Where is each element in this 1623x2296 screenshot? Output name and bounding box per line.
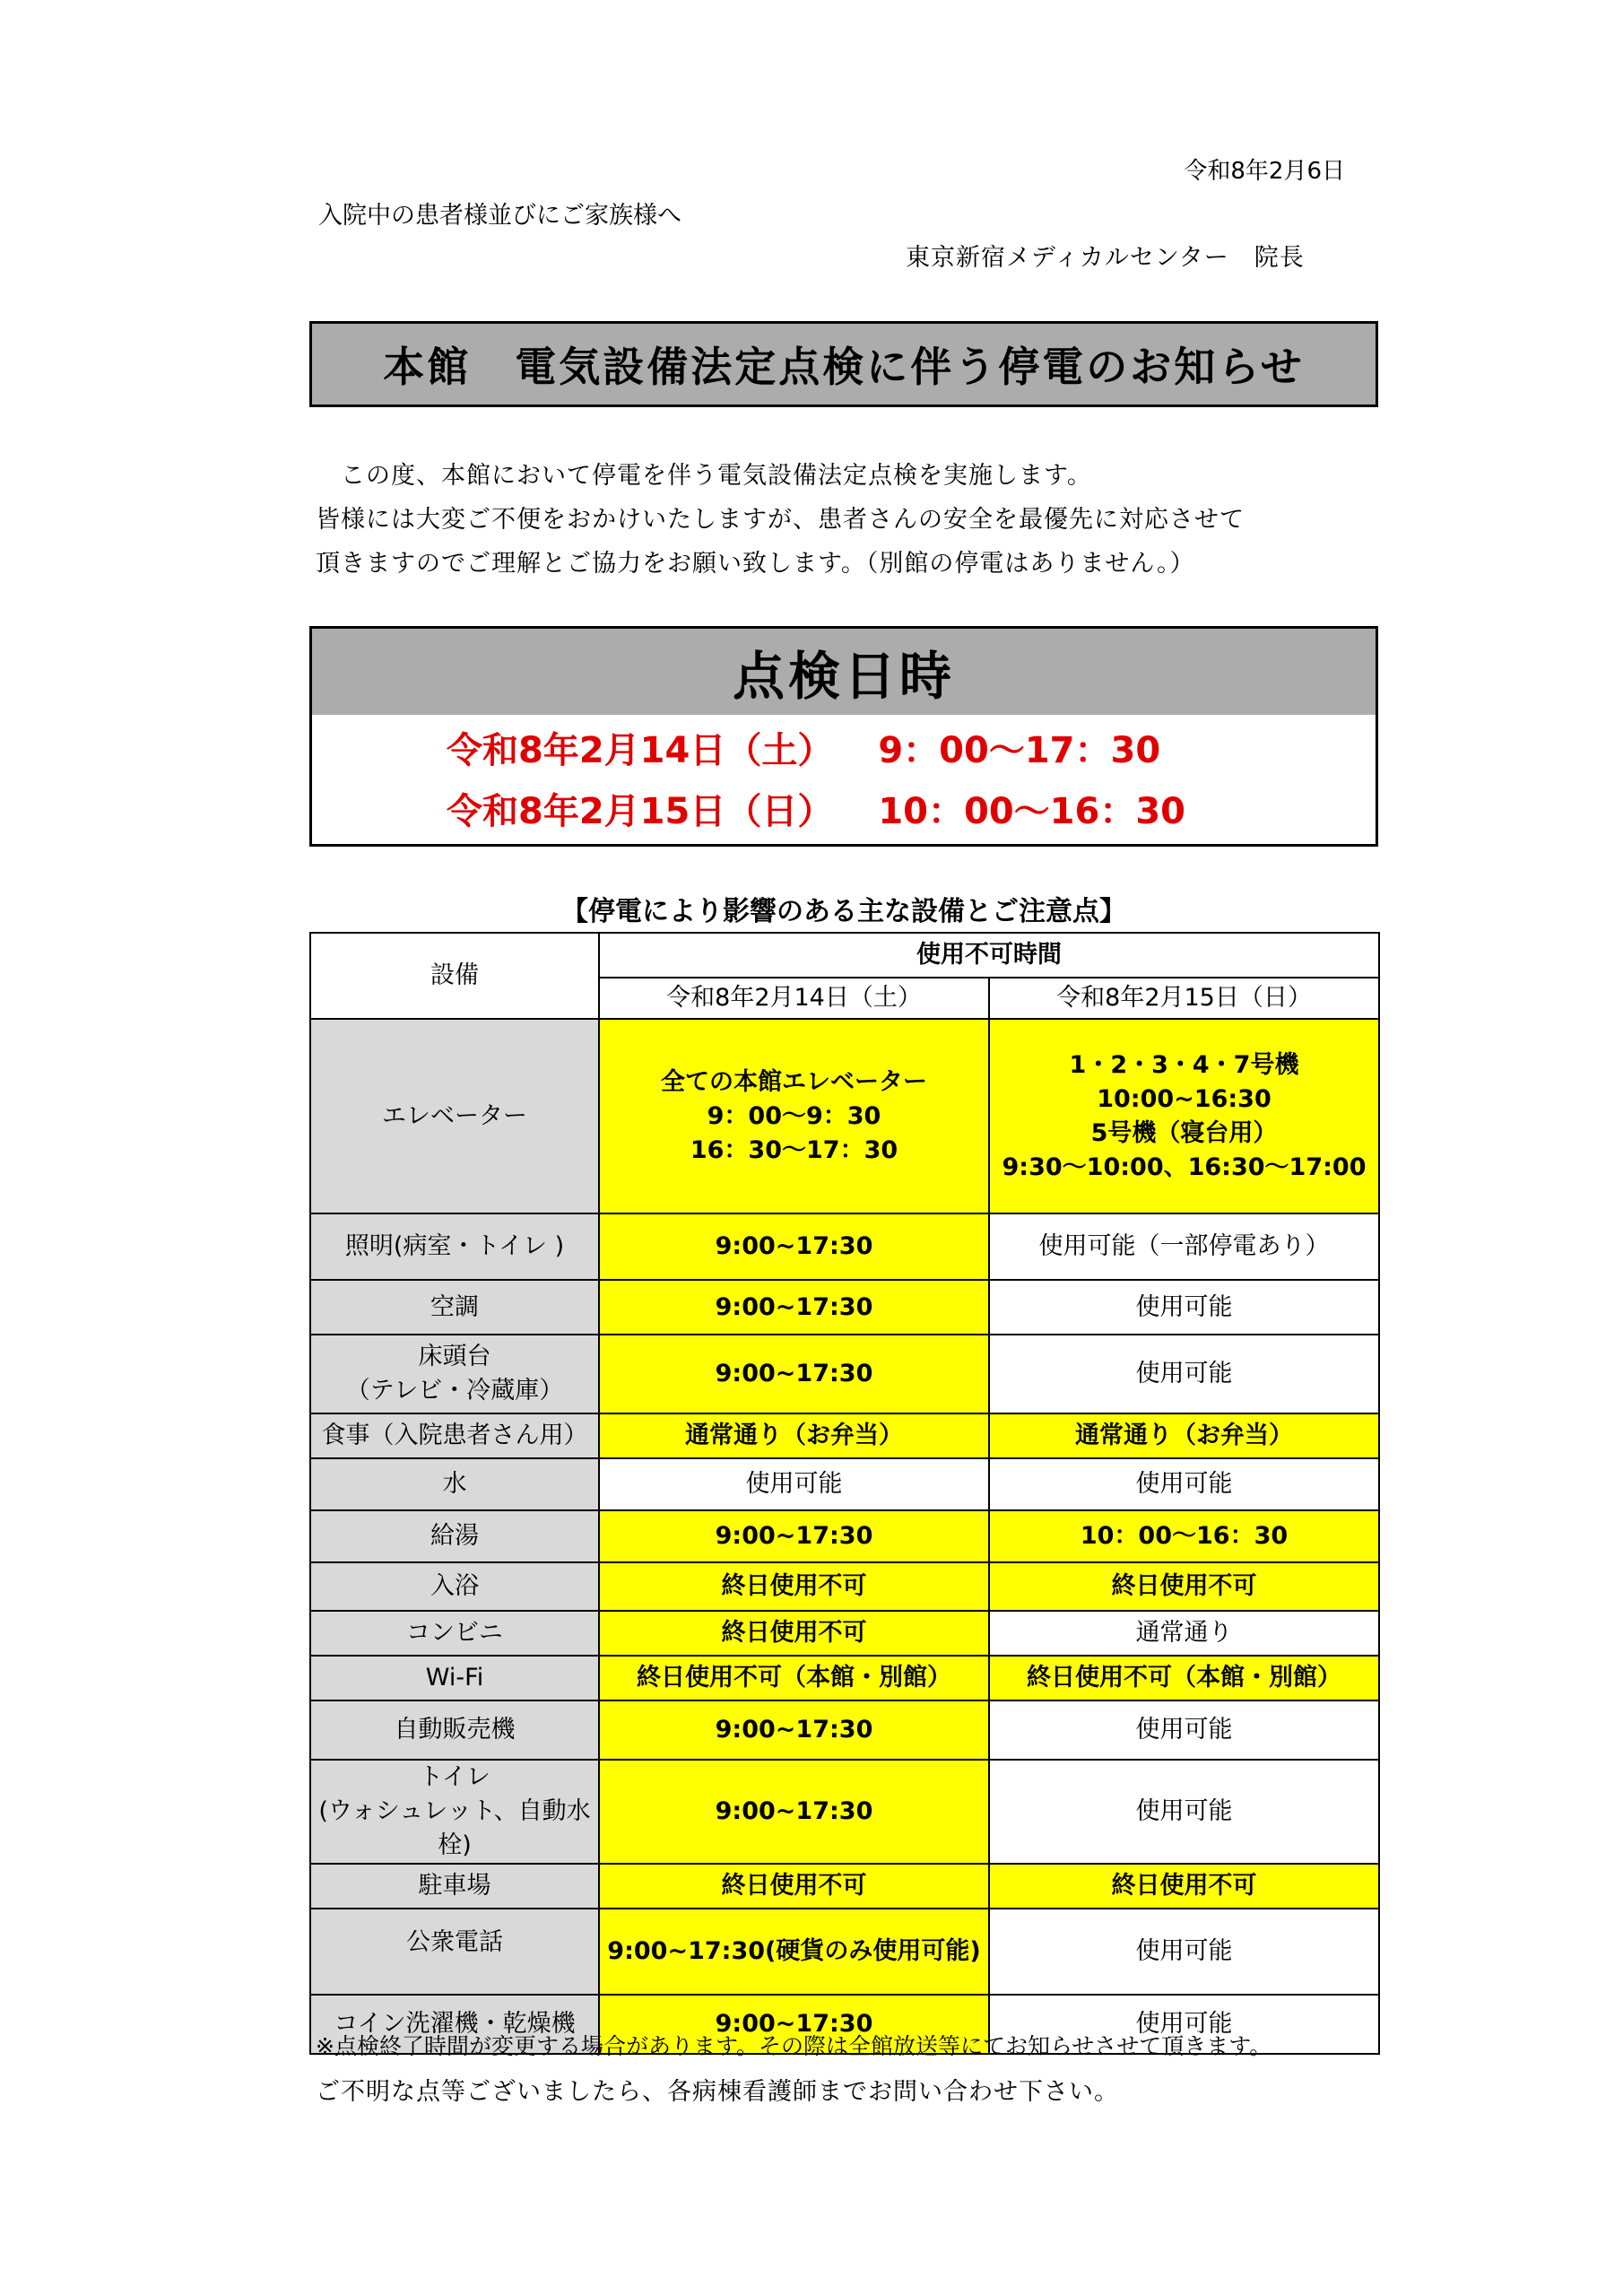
row-day2: 使用可能: [989, 1458, 1379, 1510]
elevator-day2-line: 5号機（寝台用）: [1090, 1118, 1278, 1147]
row-day1: 9:00~17:30: [599, 1995, 989, 2054]
elevator-day1-line: 16：30～17：30: [690, 1135, 898, 1164]
row-day1: 9:00~17:30: [599, 1213, 989, 1280]
row-label-line: (ウォシュレット、自動水栓): [318, 1797, 591, 1859]
row-day2: 終日使用不可: [989, 1864, 1379, 1909]
row-day2: 終日使用不可（本館・別館）: [989, 1656, 1379, 1700]
table-row: [310, 1019, 1379, 1213]
row-day1: 9:00~17:30: [599, 1510, 989, 1562]
row-label: 自動販売機: [310, 1700, 599, 1760]
header-unavailable: 使用不可時間: [599, 933, 1379, 978]
row-label-line: 床頭台: [418, 1343, 491, 1370]
row-day2: 使用可能（一部停電あり）: [989, 1213, 1379, 1280]
elevator-day2: [989, 1019, 1379, 1213]
table-row: [310, 1562, 1379, 1611]
schedule-time-2: 10：00～16：30: [878, 791, 1185, 832]
table-row: [310, 1700, 1379, 1760]
row-day2: 通常通り: [989, 1611, 1379, 1656]
row-label: エレベーター: [310, 1019, 599, 1213]
schedule-time-1: 9：00～17：30: [878, 730, 1161, 771]
schedule-line-1: [447, 722, 1160, 773]
notice-title: 本館 電気設備法定点検に伴う停電のお知らせ: [309, 321, 1378, 407]
row-label-line: トイレ: [419, 1763, 490, 1791]
row-day1: 終日使用不可: [599, 1611, 989, 1656]
table-row: [310, 1213, 1379, 1280]
addressee: 入院中の患者様並びにご家族様へ: [318, 202, 681, 230]
intro-line: 皆様には大変ご不便をおかけいたしますが、患者さんの安全を最優先に対応させて: [316, 506, 1245, 534]
row-label: 食事（入院患者さん用）: [310, 1413, 599, 1458]
row-label: 駐車場: [310, 1864, 599, 1909]
row-label: 照明(病室・トイレ ): [310, 1213, 599, 1280]
elevator-day2-line: 10:00~16:30: [1097, 1084, 1271, 1113]
row-day2: 10：00～16：30: [989, 1510, 1379, 1562]
elevator-day1-line: 全ての本館エレベーター: [661, 1067, 927, 1096]
row-day1: 通常通り（お弁当）: [599, 1413, 989, 1458]
row-label: 給湯: [310, 1510, 599, 1562]
row-day1: 終日使用不可: [599, 1864, 989, 1909]
row-label: [310, 1335, 599, 1413]
row-day2: 使用可能: [989, 1909, 1379, 1995]
schedule-box: [309, 626, 1378, 847]
impact-table: [309, 932, 1380, 2055]
header-equipment: 設備: [310, 933, 599, 1019]
table-row: [310, 1611, 1379, 1656]
elevator-day2-line: 1・2・3・4・7号機: [1069, 1050, 1299, 1079]
table-row: [310, 1280, 1379, 1335]
table-row: [310, 1458, 1379, 1510]
row-label-line: （テレビ・冷蔵庫）: [345, 1377, 564, 1405]
row-label: 入浴: [310, 1562, 599, 1611]
row-label: 空調: [310, 1280, 599, 1335]
schedule-date-1: 令和8年2月14日（土）: [447, 730, 834, 771]
elevator-day2-line: 9:30～10:00、16:30～17:00: [1002, 1152, 1367, 1181]
table-row: [310, 1335, 1379, 1413]
schedule-line-2: [447, 783, 1185, 834]
row-label: 水: [310, 1458, 599, 1510]
intro-line: この度、本館において停電を伴う電気設備法定点検を実施します。: [316, 462, 1092, 490]
table-row: [310, 1760, 1379, 1864]
row-day2: 使用可能: [989, 1700, 1379, 1760]
table-row: [310, 1510, 1379, 1562]
row-day2: 使用可能: [989, 1995, 1379, 2054]
row-day1: 終日使用不可（本館・別館）: [599, 1656, 989, 1700]
table-row: [310, 1909, 1379, 1995]
row-label: コイン洗濯機・乾燥機: [310, 1995, 599, 2054]
row-day1: 9:00~17:30: [599, 1700, 989, 1760]
row-day1: 終日使用不可: [599, 1562, 989, 1611]
row-day1: 9:00~17:30: [599, 1760, 989, 1864]
row-day2: 使用可能: [989, 1760, 1379, 1864]
intro-text: [316, 454, 1245, 586]
contact-note: ご不明な点等ございましたら、各病棟看護師までお問い合わせ下さい。: [316, 2078, 1119, 2106]
footnote: ※点検終了時間が変更する場合があります。その際は全館放送等にてお知らせさせて頂きます。: [316, 2033, 1272, 2059]
row-label: Wi-Fi: [310, 1656, 599, 1700]
row-label: [310, 1760, 599, 1864]
row-day2: 使用可能: [989, 1280, 1379, 1335]
header-day2: 令和8年2月15日（日）: [989, 978, 1379, 1019]
sender: 東京新宿メディカルセンター 院長: [906, 244, 1305, 272]
row-day1: 9:00~17:30: [599, 1335, 989, 1413]
table-row: [310, 1656, 1379, 1700]
elevator-day1: [599, 1019, 989, 1213]
row-day2: 通常通り（お弁当）: [989, 1413, 1379, 1458]
row-label: コンビニ: [310, 1611, 599, 1656]
row-day1: 使用可能: [599, 1458, 989, 1510]
schedule-heading: 点検日時: [312, 629, 1376, 715]
notice-date: 令和8年2月6日: [1184, 158, 1345, 185]
row-day1: 9:00~17:30: [599, 1280, 989, 1335]
intro-line: 頂きますのでご理解とご協力をお願い致します。（別館の停電はありません。）: [316, 550, 1195, 578]
header-day1: 令和8年2月14日（土）: [599, 978, 989, 1019]
table-row: [310, 1413, 1379, 1458]
row-day1: 9:00~17:30(硬貨のみ使用可能): [599, 1909, 989, 1995]
row-label: 公衆電話: [310, 1909, 599, 1995]
table-caption: 【停電により影響のある主な設備とご注意点】: [561, 896, 1126, 927]
row-day2: 終日使用不可: [989, 1562, 1379, 1611]
table-row: [310, 1864, 1379, 1909]
schedule-date-2: 令和8年2月15日（日）: [447, 791, 834, 832]
row-day2: 使用可能: [989, 1335, 1379, 1413]
elevator-day1-line: 9：00～9：30: [707, 1101, 881, 1130]
